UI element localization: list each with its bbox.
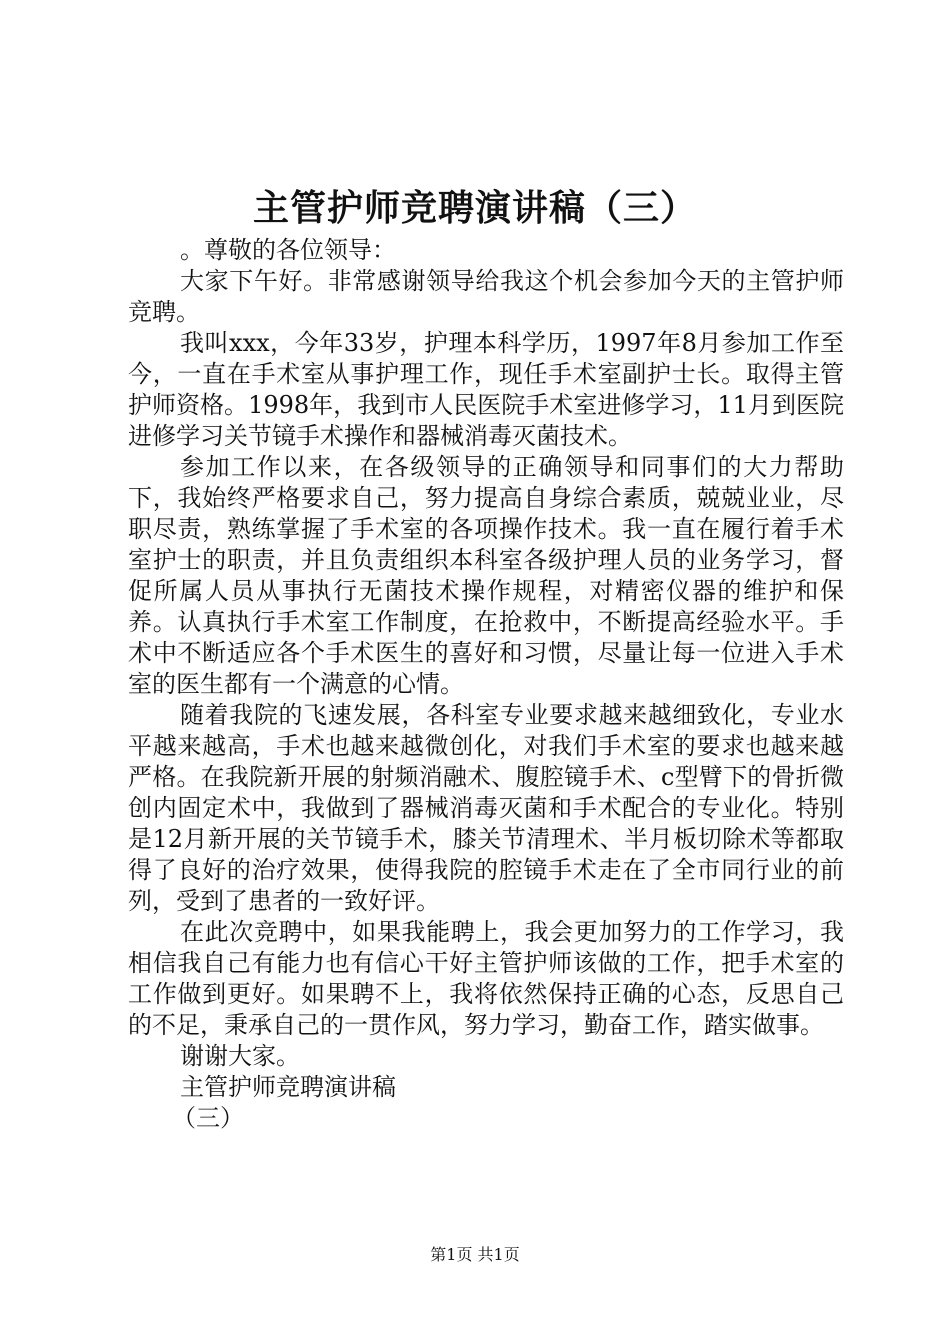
- paragraph-greeting: 大家下午好。非常感谢领导给我这个机会参加今天的主管护师竞聘。: [128, 267, 844, 326]
- closing-thanks: 谢谢大家。: [180, 1042, 300, 1070]
- document-body: [128, 235, 844, 1134]
- page-footer: 第1页 共1页: [430, 1245, 520, 1264]
- paragraph-development: 随着我院的飞速发展，各科室专业要求越来越细致化，专业水平越来越高，手术也越来越微创化，对我们手术室的要求也越来越严格。在我院新开展的射频消融术、腹腔镜手术、c型臂下的骨折微创内固定术中，我做到了器械消毒灭菌和手术配合的专业化。特别是12月新开展的关节镜手术，膝关节清理术、半月板切除术等都取得了良好的治疗效果，使得我院的腔镜手术走在了全市同行业的前列，受到了患者的一致好评。: [128, 701, 844, 915]
- document-title: 主管护师竞聘演讲稿（三）: [252, 187, 697, 229]
- paragraph-introduction: 我叫xxx，今年33岁，护理本科学历，1997年8月参加工作至今，一直在手术室从事护理工作，现任手术室副护士长。取得主管护师资格。1998年，我到市人民医院手术室进修学习，11月到医院进修学习关节镜手术操作和器械消毒灭菌技术。: [128, 329, 844, 450]
- paragraph-work-experience: 参加工作以来，在各级领导的正确领导和同事们的大力帮助下，我始终严格要求自己，努力提高自身综合素质，兢兢业业，尽职尽责，熟练掌握了手术室的各项操作技术。我一直在履行着手术室护士的职责，并且负责组织本科室各级护理人员的业务学习，督促所属人员从事执行无菌技术操作规程，对精密仪器的维护和保养。认真执行手术室工作制度，在抢救中，不断提高经验水平。手术中不断适应各个手术医生的喜好和习惯，尽量让每一位进入手术室的医生都有一个满意的心情。: [128, 453, 844, 698]
- trailer-title: 主管护师竞聘演讲稿: [180, 1073, 396, 1101]
- trailer-suffix: （三）: [172, 1104, 244, 1132]
- salutation: 。尊敬的各位领导：: [180, 236, 396, 264]
- paragraph-commitment: 在此次竞聘中，如果我能聘上，我会更加努力的工作学习，我相信我自己有能力也有信心干好主管护师该做的工作，把手术室的工作做到更好。如果聘不上，我将依然保持正确的心态，反思自己的不足，秉承自己的一贯作风，努力学习，勤奋工作，踏实做事。: [128, 918, 844, 1039]
